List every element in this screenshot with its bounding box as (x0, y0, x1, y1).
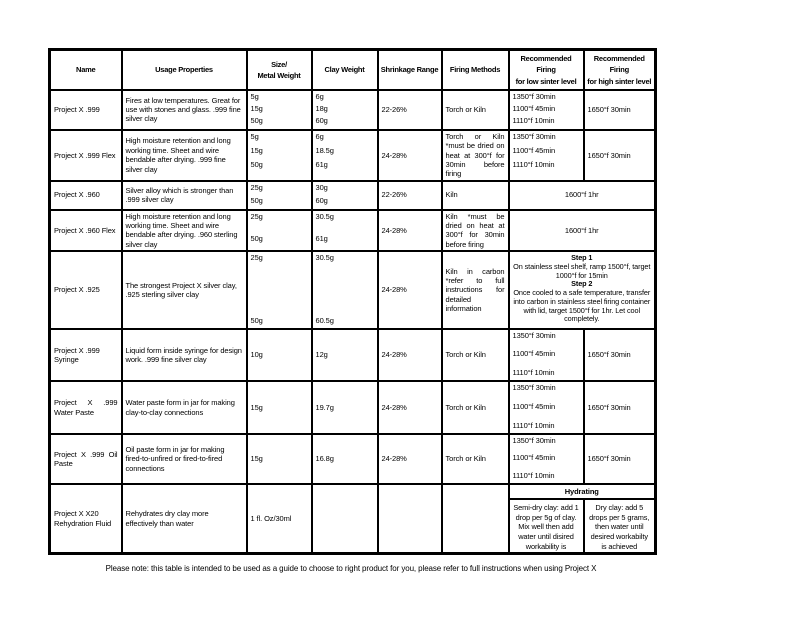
step2-text: Once cooled to a safe temperature, transfer into carbon in stainless steel firing container with lid, target 1500°f for 1hr. Let cool completely. (513, 288, 651, 324)
size-value: 50g (250, 196, 263, 206)
cell-usage: Silver alloy which is stronger than .999 silver clay (122, 181, 247, 210)
cell-firing (442, 484, 509, 554)
clay-value: 30.5g (315, 253, 334, 263)
clay-value: 18.5g (315, 146, 334, 156)
table-row (50, 130, 656, 181)
cell-firing: Torch or Kiln *must be dried on heat at 300°f for 30min before firing (442, 130, 509, 181)
clay-value: 18g (315, 104, 328, 114)
cell-firing-high: 1650°f 30min (584, 130, 656, 181)
cell-shrinkage: 24-28% (378, 251, 442, 329)
cell-clay (312, 484, 378, 554)
cell-shrinkage: 24-28% (378, 210, 442, 252)
cell-firing-low (509, 90, 584, 130)
firing-value: 1350°f 30min (512, 131, 556, 141)
table-row (50, 90, 656, 130)
document-sheet (48, 48, 654, 573)
cell-clay (312, 130, 378, 181)
size-value: 50g (250, 116, 263, 126)
header-line: Clay Weight (324, 65, 365, 75)
cell-size: 15g (247, 434, 312, 484)
cell-clay (312, 90, 378, 130)
size-value: 50g (250, 234, 263, 244)
cell-firing-low (509, 381, 584, 434)
size-value: 25g (250, 211, 263, 221)
firing-value: 1350°f 30min (512, 331, 556, 341)
cell-firing: Torch or Kiln (442, 381, 509, 434)
col-header-shrinkage (378, 50, 442, 90)
cell-usage: Fires at low temperatures. Great for use with stones and glass. .999 fine silver clay (122, 90, 247, 130)
cell-firing: Torch or Kiln (442, 329, 509, 381)
size-value: 5g (250, 91, 259, 101)
cell-size (247, 210, 312, 252)
header-line: for low sinter level (515, 76, 577, 86)
cell-size: 15g (247, 381, 312, 434)
cell-firing-low (509, 434, 584, 484)
cell-hydrating-dry: Dry clay: add 5 drops per 5 grams, then water until desired workabilty is achieved (584, 499, 656, 554)
table-row (50, 210, 656, 252)
size-value: 5g (250, 131, 259, 141)
cell-shrinkage: 24-28% (378, 130, 442, 181)
cell-firing-high: 1650°f 30min (584, 434, 656, 484)
col-header-firing (442, 50, 509, 90)
cell-firing: Kiln (442, 181, 509, 210)
cell-firing: Kiln *must be dried on heat at 300°f for 30min before firing (442, 210, 509, 252)
cell-size (247, 90, 312, 130)
step2-label: Step 2 (571, 279, 593, 289)
header-line: Metal Weight (257, 70, 301, 80)
cell-firing: Torch or Kiln (442, 434, 509, 484)
firing-value: 1110°f 10min (512, 367, 555, 377)
cell-usage: Rehydrates dry clay more effectively than water (122, 484, 247, 554)
header-line: Usage Properties (155, 65, 213, 75)
footer-note: Please note: this table is intended to be used as a guide to choose to right product for you, please refer to full instructions when using Project X (105, 564, 597, 574)
cell-clay: 12g (312, 329, 378, 381)
col-header-name (50, 50, 122, 90)
cell-name: Project X .999 Syringe (50, 329, 122, 381)
col-header-clay (312, 50, 378, 90)
size-value: 25g (250, 253, 263, 263)
step1-label: Step 1 (571, 253, 593, 263)
cell-usage: Water paste form in jar for making clay-to-clay connections (122, 381, 247, 434)
firing-value: 1350°f 30min (512, 91, 556, 101)
cell-size (247, 181, 312, 210)
cell-name: Project X .999 (50, 90, 122, 130)
header-line: Recommended Firing (593, 54, 645, 75)
step1-text: On stainless steel shelf, ramp 1500°f, target 1000°f for 15min (513, 261, 651, 280)
clay-value: 60g (315, 116, 328, 126)
cell-shrinkage: 24-28% (378, 434, 442, 484)
clay-value: 60g (315, 196, 328, 206)
cell-usage: Oil paste form in jar for making fired-to-unfired or fired-to-fired connections (122, 434, 247, 484)
size-value: 25g (250, 182, 263, 192)
clay-value: 60.5g (315, 315, 334, 325)
cell-shrinkage: 24-28% (378, 329, 442, 381)
firing-value: 1110°f 10min (512, 116, 555, 126)
header-line: Recommended Firing (520, 54, 572, 75)
cell-firing-high: 1650°f 30min (584, 381, 656, 434)
clay-value: 30.5g (315, 211, 334, 221)
firing-value: 1100°f 45min (512, 349, 556, 359)
cell-firing-steps (509, 251, 656, 329)
header-line: Name (76, 65, 96, 75)
size-value: 50g (250, 315, 263, 325)
cell-name: Project X .999 Oil Paste (50, 434, 122, 484)
clay-value: 6g (315, 131, 324, 141)
clay-value: 6g (315, 91, 324, 101)
cell-shrinkage: 22-26% (378, 90, 442, 130)
firing-value: 1110°f 10min (512, 420, 555, 430)
cell-usage: Liquid form inside syringe for design work. .999 fine silver clay (122, 329, 247, 381)
cell-firing-high: 1650°f 30min (584, 329, 656, 381)
clay-value: 61g (315, 234, 328, 244)
cell-firing-merged: 1600°f 1hr (509, 181, 656, 210)
table-row (50, 381, 656, 434)
cell-clay: 19.7g (312, 381, 378, 434)
cell-name: Project X .925 (50, 251, 122, 329)
cell-firing-merged: 1600°f 1hr (509, 210, 656, 252)
product-guide-table (48, 48, 657, 555)
firing-value: 1100°f 45min (512, 453, 556, 463)
cell-usage: High moisture retention and long working time. Sheet and wire bendable after drying. .960 sterling silver clay (122, 210, 247, 252)
header-row (50, 50, 656, 90)
table-row (50, 181, 656, 210)
cell-size: 10g (247, 329, 312, 381)
cell-shrinkage: 24-28% (378, 381, 442, 434)
col-header-high-sinter (584, 50, 656, 90)
cell-shrinkage: 22-26% (378, 181, 442, 210)
col-header-size (247, 50, 312, 90)
cell-shrinkage (378, 484, 442, 554)
clay-value: 30g (315, 182, 328, 192)
table-row (50, 434, 656, 484)
cell-firing-high: 1650°f 30min (584, 90, 656, 130)
firing-value: 1100°f 45min (512, 146, 556, 156)
table-row (50, 251, 656, 329)
firing-value: 1350°f 30min (512, 436, 556, 446)
table-row (50, 484, 656, 499)
firing-value: 1350°f 30min (512, 383, 556, 393)
table-row (50, 329, 656, 381)
firing-value: 1110°f 10min (512, 470, 555, 480)
size-value: 15g (250, 104, 263, 114)
header-line: for high sinter level (587, 76, 652, 86)
cell-name: Project X .999 Flex (50, 130, 122, 181)
firing-value: 1110°f 10min (512, 160, 555, 170)
cell-firing-low (509, 329, 584, 381)
size-value: 15g (250, 146, 263, 156)
cell-usage: The strongest Project X silver clay, .925 sterling silver clay (122, 251, 247, 329)
cell-usage: High moisture retention and long working time. Sheet and wire bendable after drying. .999 fine silver clay (122, 130, 247, 181)
cell-size (247, 130, 312, 181)
cell-clay: 16.8g (312, 434, 378, 484)
cell-name: Project X X20 Rehydration Fluid (50, 484, 122, 554)
cell-firing: Torch or Kiln (442, 90, 509, 130)
cell-size: 1 fl. Oz/30ml (247, 484, 312, 554)
cell-firing: Kiln in carbon *refer to full instructions for detailed information (442, 251, 509, 329)
header-line: Size/ (271, 59, 287, 69)
col-header-low-sinter (509, 50, 584, 90)
hydrating-header: Hydrating (509, 484, 656, 499)
cell-name: Project X .999 Water Paste (50, 381, 122, 434)
firing-value: 1100°f 45min (512, 104, 556, 114)
cell-name: Project X .960 (50, 181, 122, 210)
cell-clay (312, 181, 378, 210)
cell-clay (312, 251, 378, 329)
cell-firing-low (509, 130, 584, 181)
header-line: Shrinkage Range (380, 65, 439, 75)
header-line: Firing Methods (449, 65, 501, 75)
size-value: 50g (250, 160, 263, 170)
firing-value: 1100°f 45min (512, 401, 556, 411)
clay-value: 61g (315, 160, 328, 170)
cell-clay (312, 210, 378, 252)
cell-hydrating-semi-dry: Semi-dry clay: add 1 drop per 5g of clay. Mix well then add water until disired workability is (509, 499, 584, 554)
col-header-usage (122, 50, 247, 90)
cell-size (247, 251, 312, 329)
cell-name: Project X .960 Flex (50, 210, 122, 252)
